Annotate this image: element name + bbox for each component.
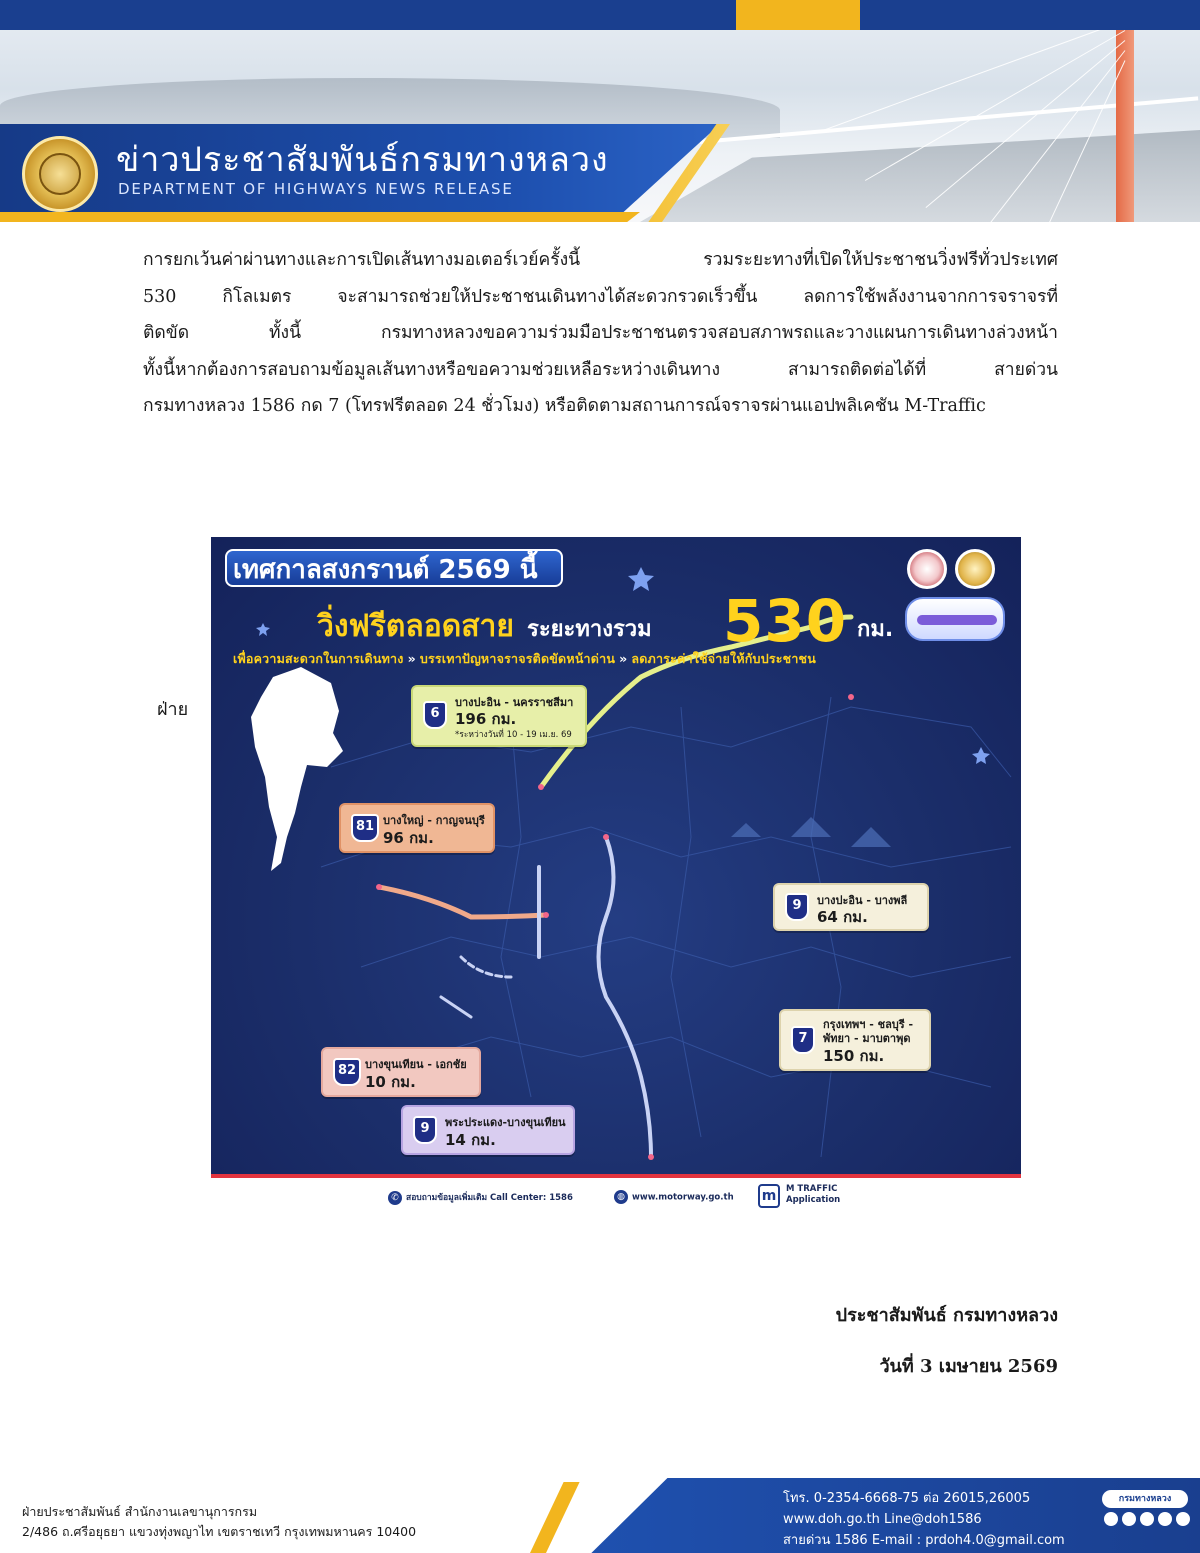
facebook-icon xyxy=(1104,1512,1118,1526)
benefit-separator: » xyxy=(619,651,628,666)
mountain-shapes xyxy=(731,817,891,847)
route-card-81 xyxy=(339,803,495,853)
signature-date: วันที่ 3 เมษายน 2569 xyxy=(879,1356,1058,1377)
app-name xyxy=(786,1184,840,1206)
footer-address-line: 2/486 ถ.ศรีอยุธยา แขวงทุ่งพญาไท เขตราชเทวี กรุงเทพมหานคร 10400 xyxy=(22,1524,417,1539)
header-gold-underline xyxy=(0,212,640,222)
website-text: www.motorway.go.th xyxy=(632,1192,734,1203)
route-name: พระประแดง-บางขุนเทียน xyxy=(445,1116,566,1129)
campaign-badge-logo xyxy=(905,597,1005,641)
call-center xyxy=(388,1190,573,1205)
route-shield-7: 7 xyxy=(791,1026,815,1054)
globe-icon: ◍ xyxy=(614,1190,628,1204)
route-name: บางปะอิน - บางพลี xyxy=(817,894,908,907)
call-center-text: สอบถามข้อมูลเพิ่มเติม Call Center: 1586 xyxy=(406,1193,573,1203)
footer-gold-stripe xyxy=(530,1482,610,1553)
mtraffic-logo: m xyxy=(758,1184,780,1208)
header-top-accent xyxy=(736,0,860,30)
side-label: ฝ่าย xyxy=(157,699,189,720)
route-distance: 64 กม. xyxy=(817,908,868,926)
ministry-seal-logo xyxy=(955,549,995,589)
footer-hotline-email: สายด่วน 1586 E-mail : prdoh4.0@gmail.com xyxy=(783,1533,1065,1548)
bridge-tower xyxy=(1116,10,1134,222)
route-card-82 xyxy=(321,1047,481,1097)
total-distance-label: ระยะทางรวม xyxy=(527,617,652,642)
route-card-9-phrapradaeng xyxy=(401,1105,575,1155)
app-name-text: M TRAFFIC xyxy=(786,1184,838,1194)
route-shield-9: 9 xyxy=(413,1116,437,1144)
festival-banner-text: เทศกาลสงกรานต์ 2569 นี้ xyxy=(233,555,538,585)
header-title-thai: ข่าวประชาสัมพันธ์กรมทางหลวง xyxy=(116,140,609,180)
website xyxy=(614,1190,734,1204)
header-banner xyxy=(0,0,1200,222)
department-seal-logo xyxy=(22,136,98,212)
signature-department: ประชาสัมพันธ์ กรมทางหลวง xyxy=(835,1305,1058,1326)
seal-inner xyxy=(39,153,81,195)
footer-brand-pill: กรมทางหลวง xyxy=(1102,1490,1188,1508)
route-card-9-bangpain xyxy=(773,883,929,931)
paragraph-line: 530 กิโลเมตร จะสามารถช่วยให้ประชาชนเดินทางได้สะดวกรวดเร็วขึ้น ลดการใช้พลังงานจากการจราจรที่ xyxy=(143,286,1058,307)
route-name-line2: พัทยา - มาบตาพุด xyxy=(823,1032,911,1045)
benefits-list xyxy=(233,649,816,669)
route-distance: 196 กม. xyxy=(455,710,517,728)
paragraph-line: ทั้งนี้หากต้องการสอบถามข้อมูลเส้นทางหรือขอความช่วยเหลือระหว่างเดินทาง สามารถติดต่อได้ที่ สายด่วน xyxy=(143,359,1058,380)
line-icon xyxy=(1122,1512,1136,1526)
route-card-6 xyxy=(411,685,587,747)
header-top-edge xyxy=(1040,0,1200,30)
route-shield-9: 9 xyxy=(785,893,809,921)
total-distance-value: 530 xyxy=(723,587,848,655)
paragraph-line: ติดขัด ทั้งนี้ กรมทางหลวงขอความร่วมมือประชาชนตรวจสอบสภาพรถและวางแผนการเดินทางล่วงหน้า xyxy=(143,323,1058,343)
page-footer xyxy=(0,1478,1200,1553)
footer-contacts xyxy=(783,1488,1065,1551)
header-top-bar xyxy=(0,0,1200,30)
free-toll-headline: วิ่งฟรีตลอดสาย xyxy=(317,609,514,644)
infographic-map xyxy=(211,537,1021,1178)
benefit-item: บรรเทาปัญหาจราจรติดขัดหน้าด่าน xyxy=(419,651,616,666)
news-paragraph xyxy=(143,242,1058,425)
footer-web-line: www.doh.go.th Line@doh1586 xyxy=(783,1512,982,1527)
footer-office: ฝ่ายประชาสัมพันธ์ สำนักงานเลขานุการกรม xyxy=(22,1504,258,1519)
route-distance: 150 กม. xyxy=(823,1047,885,1065)
app-sub-text: Application xyxy=(786,1195,841,1205)
phone-icon: ✆ xyxy=(388,1191,402,1205)
route-card-7 xyxy=(779,1009,931,1071)
route-name: กรุงเทพฯ - ชลบุรี - xyxy=(823,1018,914,1031)
route-shield-6: 6 xyxy=(423,701,447,729)
total-distance-unit: กม. xyxy=(857,617,894,642)
benefit-item: ลดภาระค่าใช้จ่ายให้กับประชาชน xyxy=(631,651,816,666)
paragraph-line: กรมทางหลวง 1586 กด 7 (โทรฟรีตลอด 24 ชั่วโมง) หรือติดตามสถานการณ์จราจรผ่านแอปพลิเคชัน M-Traffic xyxy=(143,396,986,416)
route-note: *ระหว่างวันที่ 10 - 19 เม.ย. 69 xyxy=(455,730,572,740)
campaign-badge-bar xyxy=(917,615,997,625)
route-distance: 14 กม. xyxy=(445,1131,496,1149)
thailand-inset-map xyxy=(251,667,343,871)
youtube-icon xyxy=(1140,1512,1154,1526)
paragraph-line: การยกเว้นค่าผ่านทางและการเปิดเส้นทางมอเตอร์เวย์ครั้งนี้ รวมระยะทางที่เปิดให้ประชาชนวิ่งฟรีทั่วประเทศ xyxy=(143,250,1058,270)
route-shield-81: 81 xyxy=(351,814,379,842)
instagram-icon xyxy=(1176,1512,1190,1526)
footer-address xyxy=(22,1502,416,1542)
footer-phone: โทร. 0-2354-6668-75 ต่อ 26015,26005 xyxy=(783,1491,1031,1506)
route-name: บางปะอิน - นครราชสีมา xyxy=(455,696,574,709)
route-distance: 10 กม. xyxy=(365,1073,416,1091)
benefit-item: เพื่อความสะดวกในการเดินทาง xyxy=(233,651,404,666)
route-shield-82: 82 xyxy=(333,1058,361,1086)
twitter-icon xyxy=(1158,1512,1172,1526)
route-name: บางใหญ่ - กาญจนบุรี xyxy=(383,814,485,827)
benefit-separator: » xyxy=(407,651,416,666)
route-name: บางขุนเทียน - เอกชัย xyxy=(365,1058,467,1071)
header-title-english: DEPARTMENT OF HIGHWAYS NEWS RELEASE xyxy=(118,180,514,198)
doh-logo xyxy=(907,549,947,589)
route-distance: 96 กม. xyxy=(383,829,434,847)
